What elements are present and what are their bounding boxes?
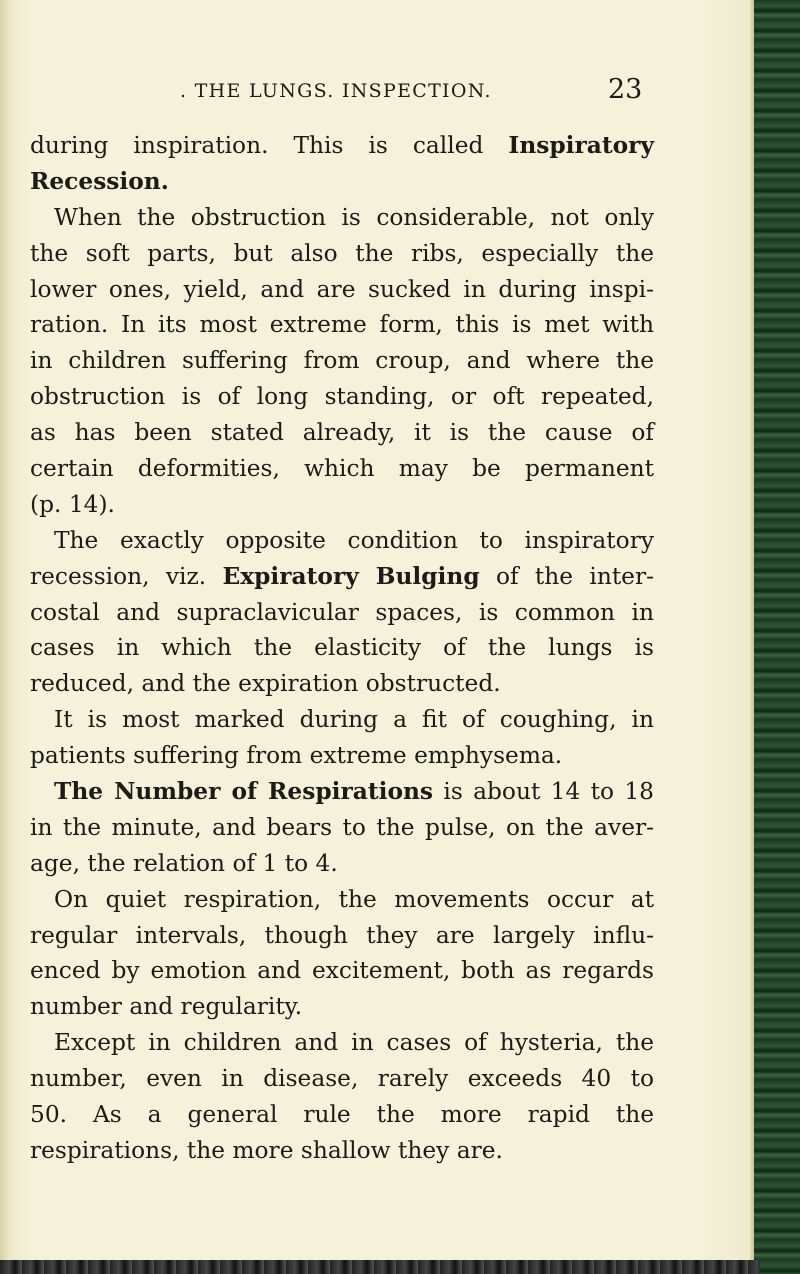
text-line: [30, 774, 654, 810]
text-segment: 50. As a general rule the more rapid the: [30, 1101, 654, 1129]
text-segment: enced by emotion and excitement, both as regards: [30, 957, 654, 985]
body-text: [30, 128, 654, 1169]
text-line: [30, 953, 654, 989]
text-segment: costal and supraclavicular spaces, is common in: [30, 598, 654, 626]
text-line: [30, 1097, 654, 1133]
text-line: [30, 307, 654, 343]
running-head: . THE LUNGS. INSPECTION.: [180, 80, 492, 102]
text-segment: (p. 14).: [30, 490, 115, 518]
text-segment: of the inter-: [479, 562, 654, 590]
text-segment: the soft parts, but also the ribs, especially the: [30, 239, 654, 267]
text-line: [30, 1133, 654, 1169]
text-segment: obstruction is of long standing, or oft repeated,: [30, 383, 654, 411]
text-segment: is about 14 to 18: [433, 778, 654, 806]
bold-term: Expiratory Bulging: [222, 562, 480, 590]
text-line: [30, 451, 654, 487]
text-line: [30, 379, 654, 415]
text-line: [30, 595, 654, 631]
text-segment: Except in children and in cases of hysteria, the: [54, 1029, 654, 1057]
text-segment: patients suffering from extreme emphysema.: [30, 742, 563, 770]
text-segment: number, even in disease, rarely exceeds 40 to: [30, 1065, 654, 1093]
text-segment: age, the relation of 1 to 4.: [30, 849, 338, 877]
text-segment: respirations, the more shallow they are.: [30, 1136, 503, 1164]
text-segment: during inspiration. This is called: [30, 132, 509, 159]
page-number: 23: [608, 74, 643, 105]
text-segment: ration. In its most extreme form, this is met with: [30, 311, 654, 339]
text-line: [30, 702, 654, 738]
text-line: [30, 128, 654, 164]
text-segment: in the minute, and bears to the pulse, on the aver-: [30, 813, 654, 841]
text-segment: reduced, and the expiration obstructed.: [30, 670, 501, 698]
text-line: [30, 630, 654, 666]
text-segment: as has been stated already, it is the cause of: [30, 419, 654, 447]
text-line: [30, 1025, 654, 1061]
bold-term: The Number of Respirations: [54, 778, 434, 806]
text-segment: The exactly opposite condition to inspiratory: [54, 526, 654, 554]
text-line: [30, 810, 654, 846]
page-left-edge: [0, 0, 10, 1274]
text-line: [30, 487, 654, 523]
text-segment: number and regularity.: [30, 993, 303, 1021]
text-line: [30, 559, 654, 595]
bold-term: Recession.: [30, 167, 169, 195]
text-segment: cases in which the elasticity of the lungs is: [30, 634, 654, 662]
text-segment: recession, viz.: [30, 562, 223, 590]
text-segment: On quiet respiration, the movements occur at: [54, 885, 654, 913]
text-line: [30, 200, 654, 236]
book-bottom-edge: [0, 1260, 760, 1274]
text-line: [30, 846, 654, 882]
text-line: [30, 666, 654, 702]
text-segment: When the obstruction is considerable, not only: [54, 203, 654, 231]
page-header: [30, 74, 660, 114]
text-line: [30, 918, 654, 954]
text-segment: certain deformities, which may be permanent: [30, 455, 654, 483]
text-line: [30, 738, 654, 774]
text-segment: regular intervals, though they are largely influ-: [30, 921, 654, 949]
text-line: [30, 523, 654, 559]
text-line: [30, 882, 654, 918]
text-line: [30, 164, 654, 200]
text-line: [30, 1061, 654, 1097]
text-segment: lower ones, yield, and are sucked in during inspi-: [30, 275, 654, 303]
bold-term: Inspiratory: [508, 132, 654, 159]
text-line: [30, 989, 654, 1025]
text-segment: It is most marked during a fit of coughing, in: [54, 706, 654, 734]
text-line: [30, 272, 654, 308]
text-line: [30, 343, 654, 379]
book-binding: [754, 0, 800, 1274]
text-line: [30, 415, 654, 451]
text-line: [30, 236, 654, 272]
text-segment: in children suffering from croup, and where the: [30, 347, 654, 375]
